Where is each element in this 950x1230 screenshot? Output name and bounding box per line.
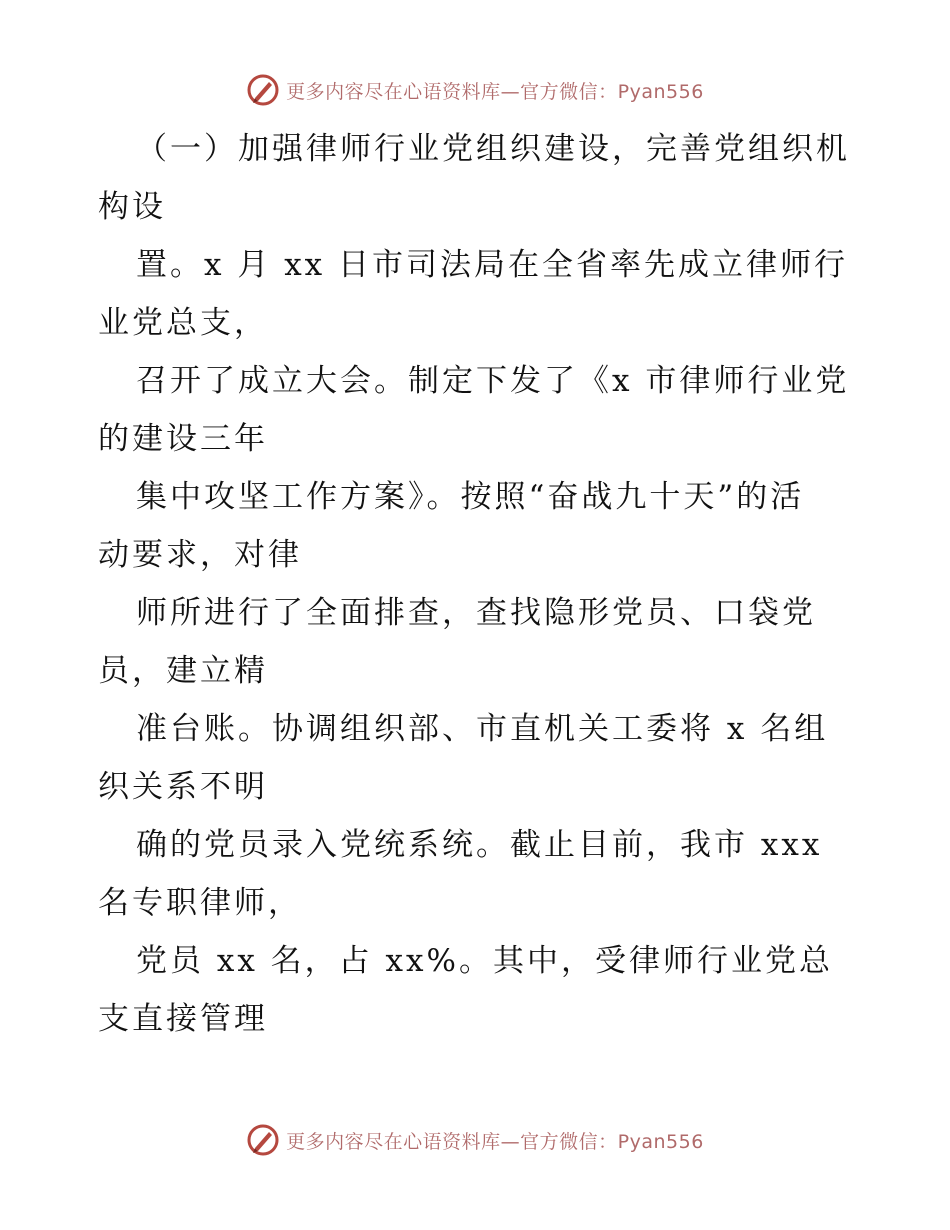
paragraph <box>98 468 868 584</box>
line: 员，建立精 <box>98 653 268 689</box>
pen-logo-icon <box>246 73 280 107</box>
line: 党员 xx 名，占 xx%。其中，受律师行业党总 <box>136 943 833 979</box>
paragraph <box>98 352 868 468</box>
line: 师所进行了全面排查，查找隐形党员、口袋党 <box>136 595 816 631</box>
line: 准台账。协调组织部、市直机关工委将 x 名组 <box>136 711 829 747</box>
line: 召开了成立大会。制定下发了《x 市律师行业党 <box>136 363 850 399</box>
paragraph <box>98 120 868 236</box>
paragraph <box>98 932 868 1048</box>
line: 置。x 月 xx 日市司法局在全省率先成立律师行 <box>136 247 849 283</box>
line: （一）加强律师行业党组织建设，完善党组织机 <box>136 131 850 167</box>
line: 业党总支， <box>98 305 268 341</box>
paragraph <box>98 816 868 932</box>
watermark-text: 更多内容尽在心语资料库—官方微信：Pyan556 <box>286 80 704 103</box>
header-watermark <box>0 70 950 110</box>
paragraph <box>98 236 868 352</box>
line: 织关系不明 <box>98 769 268 805</box>
line: 构设 <box>98 189 166 225</box>
paragraph <box>98 584 868 700</box>
line: 名专职律师， <box>98 885 302 921</box>
watermark-text: 更多内容尽在心语资料库—官方微信：Pyan556 <box>286 1130 704 1153</box>
paragraph <box>98 700 868 816</box>
document-body <box>98 120 868 1048</box>
line: 动要求，对律 <box>98 537 302 573</box>
line: 的建设三年 <box>98 421 268 457</box>
pen-logo-icon <box>246 1123 280 1157</box>
line: 确的党员录入党统系统。截止目前，我市 xxx <box>136 827 823 863</box>
line: 集中攻坚工作方案》。按照“奋战九十天”的活 <box>136 479 805 515</box>
line: 支直接管理 <box>98 1001 268 1037</box>
footer-watermark <box>0 1120 950 1160</box>
